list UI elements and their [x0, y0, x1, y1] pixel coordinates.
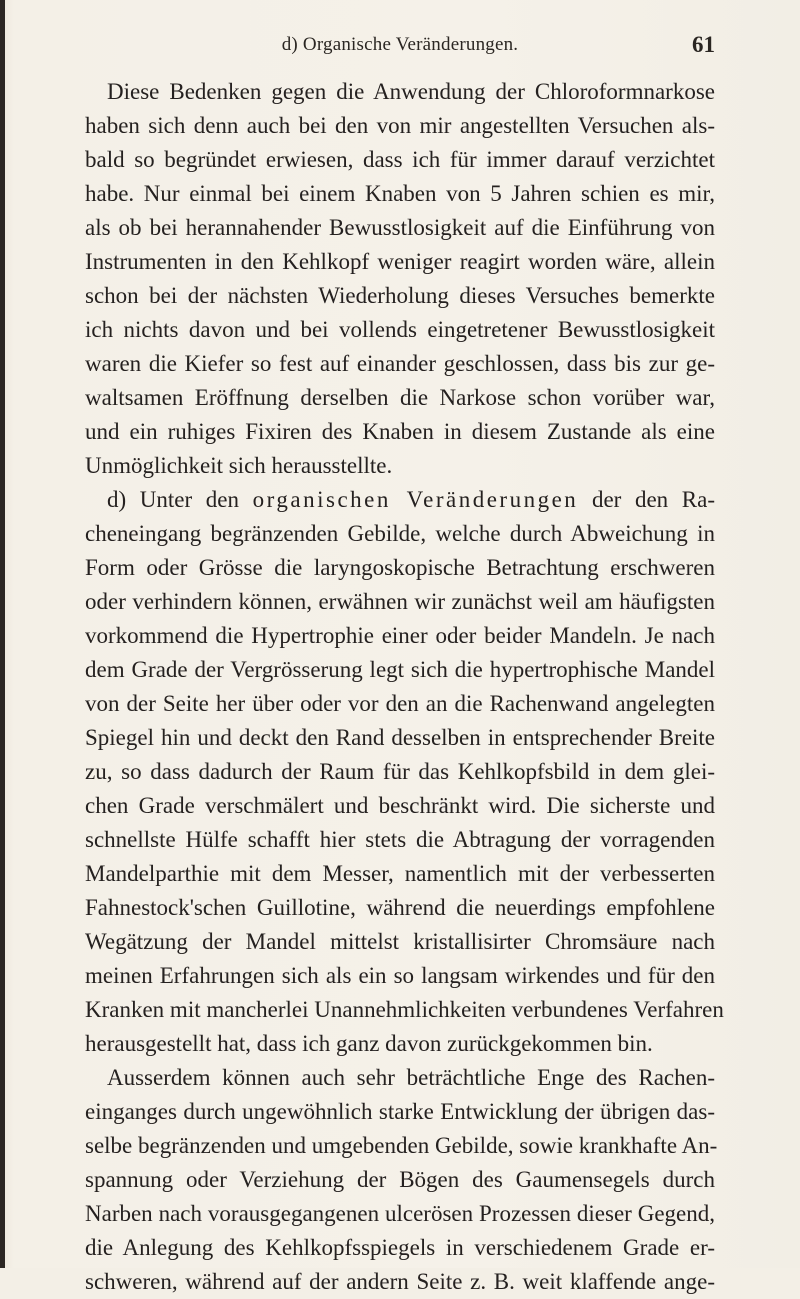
body-text	[85, 75, 724, 1299]
text-line: bald so begründet erwiesen, dass ich für immer darauf verzichtet	[85, 147, 715, 172]
text-line: spannung oder Verziehung der Bögen des Gaumensegels durch	[85, 1167, 715, 1192]
text-line: Unmöglichkeit sich herausstellte.	[85, 453, 393, 478]
text-line: oder verhindern können, erwähnen wir zunächst weil am häufigsten	[85, 589, 715, 614]
text-line: einganges durch ungewöhnlich starke Entwicklung der übrigen das-	[85, 1099, 715, 1124]
text-line: schnellste Hülfe schafft hier stets die Abtragung der vorragenden	[85, 827, 715, 852]
text-line: Spiegel hin und deckt den Rand desselben in entsprechender Breite	[85, 725, 715, 750]
text-line: die Anlegung des Kehlkopfsspiegels in verschiedenem Grade er-	[85, 1235, 715, 1260]
text-line: waltsamen Eröffnung derselben die Narkose schon vorüber war,	[85, 385, 715, 410]
section-label: d) Unter den	[107, 487, 240, 512]
text-line: chen Grade verschmälert und beschränkt wird. Die sicherste und	[85, 793, 715, 818]
text-line: als ob bei herannahender Bewusstlosigkeit auf die Einführung von	[85, 215, 715, 240]
text-line: schweren, während auf der andern Seite z. B. weit klaffende ange-	[85, 1269, 715, 1294]
text-line: herausgestellt hat, dass ich ganz davon zurückgekommen bin.	[85, 1031, 653, 1056]
running-header	[85, 30, 715, 60]
text-line: Form oder Grösse die laryngoskopische Betrachtung erschweren	[85, 555, 715, 580]
text-line: haben sich denn auch bei den von mir angestellten Versuchen als-	[85, 113, 715, 138]
text-line: habe. Nur einmal bei einem Knaben von 5 Jahren schien es mir,	[85, 181, 715, 206]
page-binding-edge	[0, 0, 5, 1268]
spaced-emphasis: organischen Veränderungen	[252, 487, 579, 512]
text-line: Diese Bedenken gegen die Anwendung der Chloroformnarkose	[107, 79, 715, 104]
text-line: Instrumenten in den Kehlkopf weniger reagirt worden wäre, allein	[85, 249, 715, 274]
text-line: ich nichts davon und bei vollends eingetretener Bewusstlosigkeit	[85, 317, 715, 342]
text-line: schon bei der nächsten Wiederholung dieses Versuches bemerkte	[85, 283, 715, 308]
text-line: Kranken mit mancherlei Unannehmlichkeiten verbundenes Verfahren	[85, 997, 724, 1022]
text-line: cheneingang begränzenden Gebilde, welche durch Abweichung in	[85, 521, 715, 546]
text-line: und ein ruhiges Fixiren des Knaben in diesem Zustande als eine	[85, 419, 715, 444]
text-line: zu, so dass dadurch der Raum für das Kehlkopfsbild in dem glei-	[85, 759, 715, 784]
text-line: Narben nach vorausgegangenen ulcerösen Prozessen dieser Gegend,	[85, 1201, 715, 1226]
text-line: waren die Kiefer so fest auf einander geschlossen, dass bis zur ge-	[85, 351, 715, 376]
text-line: Fahnestock'schen Guillotine, während die neuerdings empfohlene	[85, 895, 715, 920]
section-line-end: der den Ra-	[591, 487, 716, 512]
text-line: dem Grade der Vergrösserung legt sich die hypertrophische Mandel	[85, 657, 715, 682]
text-line: meinen Erfahrungen sich als ein so langsam wirkendes und für den	[85, 963, 715, 988]
text-line: vorkommend die Hypertrophie einer oder beider Mandeln. Je nach	[85, 623, 715, 648]
text-line: Wegätzung der Mandel mittelst kristallisirter Chromsäure nach	[85, 929, 715, 954]
text-line: Mandelparthie mit dem Messer, namentlich mit der verbesserten	[85, 861, 715, 886]
page-number: 61	[692, 32, 715, 57]
running-header-title: d) Organische Veränderungen.	[281, 34, 519, 55]
text-line: von der Seite her über oder vor den an die Rachenwand angelegten	[85, 691, 715, 716]
section-start-line	[85, 483, 715, 517]
text-line: Ausserdem können auch sehr beträchtliche Enge des Rachen-	[107, 1065, 715, 1090]
text-line: selbe begränzenden und umgebenden Gebilde, sowie krankhafte An-	[85, 1133, 718, 1158]
